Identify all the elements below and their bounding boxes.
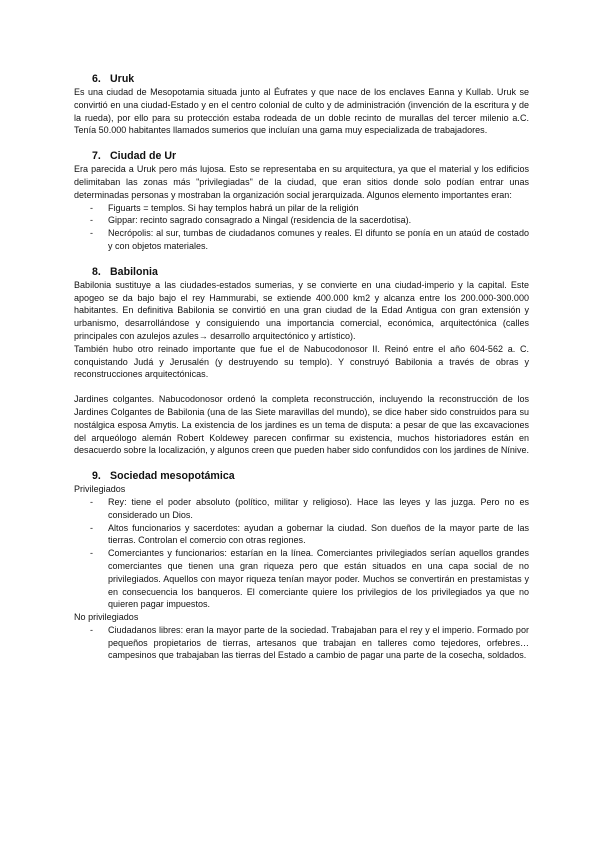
section-heading-sociedad — [74, 469, 529, 483]
section-title: Sociedad mesopotámica — [110, 470, 235, 483]
paragraph-ur: Era parecida a Uruk pero más lujosa. Esto se representaba en su arquitectura, ya que el material y los edificios delimitaban las zonas más "privilegiadas" de la ciudad, que eran sitios donde solo podían entrar unas determinadas personas y mostraban la organización social jerarquizada. Algunos elemento importantes eran: — [74, 164, 529, 200]
paragraph-babilonia-2: También hubo otro reinado importante que fue el de Nabucodonosor II. Reinó entre el año 604-562 a. C. conquistando Judá y Jerusalén (y destruyendo su templo). Y construyó Babilonia a través de obras y reconstrucciones arquitectónicas. — [74, 343, 529, 380]
paragraph-jardines-colgantes: Jardines colgantes. Nabucodonosor ordenó la completa reconstrucción, incluyendo la reconstrucción de los Jardines Colgantes de Babilonia (una de las Siete maravillas del mundo), se dice haber sido construidos para su nostálgica esposa Amytis. La existencia de los jardines es un tema de disputa: a pesar de que las excavaciones del arqueólogo alemán Robert Koldewey parecen confirmar su existencia, muchos historiadores están en desacuerdo sobre la localización, y algunos creen que pueden haber sido confundidos con los jardines de Nínive. — [74, 394, 530, 456]
section-title: Uruk — [110, 73, 135, 85]
paragraph-uruk: Es una ciudad de Mesopotamia situada junto al Éufrates y que nace de los enclaves Eanna y Kullab. Uruk se convirtió en una ciudad-Estado y en el centro colonial de culto y de administración (invención de la escritura y de la rueda), por ello para su protección estaba rodeada de un doble recinto de murallas del tercer milenio a.C. Tenía 50.000 habitantes llamados sumerios que incluían una gama muy especializada de trabajadores. — [74, 87, 529, 136]
section-title: Babilonia — [110, 265, 158, 278]
list-ur-elements — [74, 202, 529, 253]
paragraph-babilonia-1: Babilonia sustituye a las ciudades-estados sumerias, y se convierte en una ciudad-imperio y la capital. Este apogeo se da bajo bajo el rey Hammurabi, se extiende 400.000 km2 y alcanza entre los 200.000-300.000 habitantes. En definitiva Babilonia se convirtió en una gran ciudad de la Edad Antigua con gran extensión y urbanismo, desarrollándose y consiguiendo una importancia comercial, económica, arquitectónica (calles principales con azulejos azules→ desarrollo arquitectónico y artístico). — [74, 279, 529, 341]
list-item: - Ciudadanos libres: eran la mayor parte de la sociedad. Trabajaban para el rey y el imperio. Formado por pequeños propietarios de tierras, artesanos que trabajan en talleres como tejedores, orfebres… campesinos que trabajaban las tierras del Estado a cambio de pagar una parte de la cosecha, soldados. — [74, 624, 529, 662]
section-heading-ur — [74, 149, 529, 163]
label-no-privilegiados: No privilegiados — [74, 612, 139, 623]
list-item: - Comerciantes y funcionarios: estarían en la línea. Comerciantes privilegiados serían aquellos grandes comerciantes que tienen una gran riqueza pero que están situados en una capa social de no privilegiados. Aquellos con mayor riqueza tenían mayor poder. Muchos se convertirán en prestamistas y en consecuencia los banqueros. El comerciante quiere los privilegios de los privilegiados ya que no quieren pagar impuestos. — [74, 547, 529, 611]
list-item: - Gippar: recinto sagrado consagrado a Ningal (residencia de la sacerdotisa). — [74, 214, 529, 227]
list-privilegiados — [74, 496, 529, 611]
section-heading-babilonia — [74, 265, 529, 279]
section-number: 7. — [92, 150, 101, 163]
section-number: 8. — [92, 265, 101, 278]
section-number: 6. — [92, 73, 101, 85]
list-item: - Rey: tiene el poder absoluto (político, militar y religioso). Hace las leyes y las juzga. Pero no es considerado un Dios. — [74, 496, 529, 522]
list-item: - Altos funcionarios y sacerdotes: ayudan a gobernar la ciudad. Son dueños de la mayor parte de las tierras. Controlan el comercio con otras regiones. — [74, 522, 529, 548]
label-privilegiados: Privilegiados — [74, 484, 126, 495]
section-number: 9. — [92, 470, 101, 483]
list-item: - Necrópolis: al sur, tumbas de ciudadanos comunes y reales. El difunto se ponía en un ataúd de costado y con objetos materiales. — [74, 227, 529, 253]
list-no-privilegiados — [74, 624, 529, 662]
list-item: - Figuarts = templos. Si hay templos habrá un pilar de la religión — [74, 202, 529, 215]
section-title: Ciudad de Ur — [110, 150, 177, 163]
document-content — [74, 72, 529, 662]
section-heading-uruk — [74, 72, 529, 86]
